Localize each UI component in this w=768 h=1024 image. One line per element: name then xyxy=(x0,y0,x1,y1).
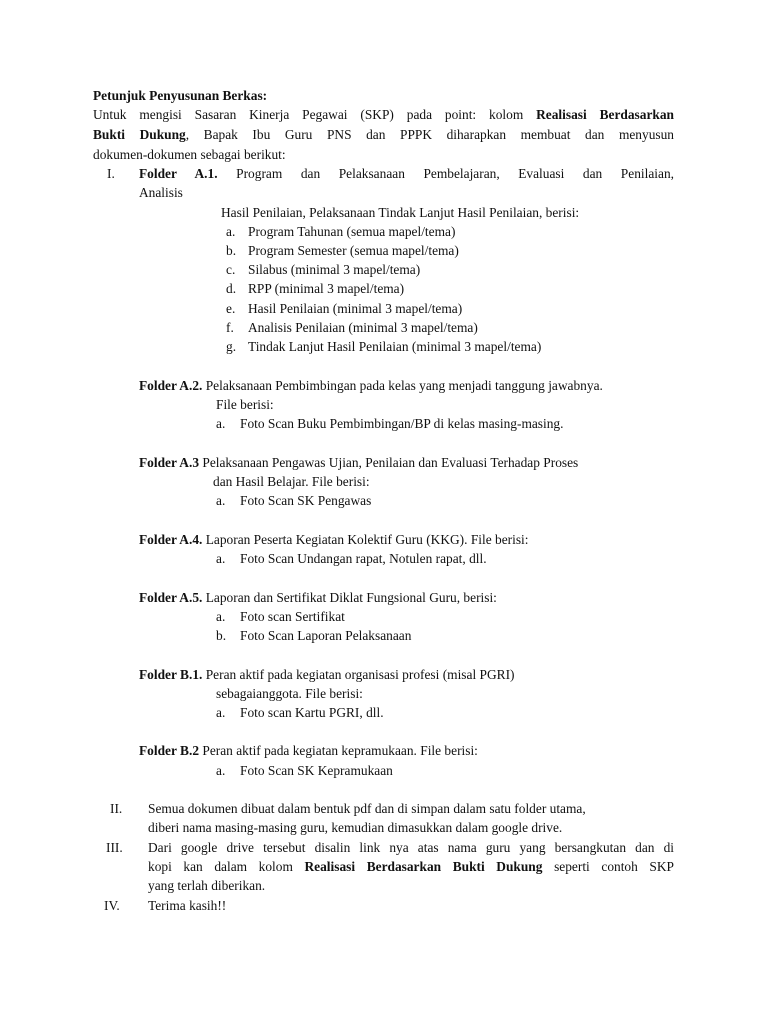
section-iii-text: yang terlah diberikan. xyxy=(148,878,266,893)
list-item: Program Tahunan (semua mapel/tema) xyxy=(248,224,456,239)
section-iii-text: Dari google drive tersebut disalin link nya atas nama guru yang bersangkutan dan di xyxy=(148,840,674,855)
list-marker: b. xyxy=(226,243,237,258)
folder-a3-title xyxy=(139,453,578,472)
list-item: Tindak Lanjut Hasil Penilaian (minimal 3 mapel/tema) xyxy=(248,339,542,354)
section-iii-text-part: kopi kan dalam kolom xyxy=(148,859,293,874)
list-marker: c. xyxy=(226,262,236,277)
list-marker: a. xyxy=(216,493,226,508)
folder-title-text: Pelaksanaan Pengawas Ujian, Penilaian dan Evaluasi Terhadap Proses xyxy=(202,455,579,470)
list-item: Silabus (minimal 3 mapel/tema) xyxy=(248,262,421,277)
folder-title-text: Peran aktif pada kegiatan kepramukaan. File berisi: xyxy=(202,743,478,758)
folder-title-text: Laporan dan Sertifikat Diklat Fungsional Guru, berisi: xyxy=(205,590,497,605)
folder-a1-title-cont: Analisis xyxy=(139,185,183,200)
intro-text: dokumen-dokumen sebagai berikut: xyxy=(93,147,286,162)
list-item: Foto scan Kartu PGRI, dll. xyxy=(240,705,384,720)
folder-label: Folder A.2. xyxy=(139,378,203,393)
list-item: Foto Scan Laporan Pelaksanaan xyxy=(240,628,412,643)
folder-label: Folder A.1. xyxy=(139,166,218,181)
intro-line-3 xyxy=(93,145,286,164)
list-marker: e. xyxy=(226,301,236,316)
folder-label: Folder B.2 xyxy=(139,743,200,758)
folder-a2-title xyxy=(139,376,603,395)
list-marker: a. xyxy=(216,763,226,778)
document-heading xyxy=(93,86,267,105)
folder-title-text: Laporan Peserta Kegiatan Kolektif Guru (KKG). File berisi: xyxy=(205,532,529,547)
folder-a1-title-cont: Hasil Penilaian, Pelaksanaan Tindak Lanjut Hasil Penilaian, berisi: xyxy=(221,205,580,220)
section-ii-text: diberi nama masing-masing guru, kemudian dimasukkan dalam google drive. xyxy=(148,820,563,835)
intro-bold-text: Realisasi Berdasarkan xyxy=(536,107,674,122)
folder-a3-title-cont: dan Hasil Belajar. File berisi: xyxy=(213,474,370,489)
list-item: Analisis Penilaian (minimal 3 mapel/tema) xyxy=(248,320,478,335)
folder-label: Folder A.5. xyxy=(139,590,203,605)
section-number: II. xyxy=(110,801,123,816)
section-number: III. xyxy=(106,840,123,855)
section-iii-text-part: seperti contoh SKP xyxy=(554,859,674,874)
intro-line-2 xyxy=(93,125,674,144)
list-marker: a. xyxy=(216,609,226,624)
list-marker: d. xyxy=(226,281,237,296)
list-marker: a. xyxy=(216,416,226,431)
list-marker: a. xyxy=(216,551,226,566)
folder-a5-title xyxy=(139,588,497,607)
intro-line-1 xyxy=(93,105,674,124)
list-item: Foto Scan Buku Pembimbingan/BP di kelas masing-masing. xyxy=(240,416,564,431)
list-marker: b. xyxy=(216,628,227,643)
section-number: IV. xyxy=(104,898,120,913)
section-iv-text: Terima kasih!! xyxy=(148,898,227,913)
folder-label: Folder B.1. xyxy=(139,667,203,682)
list-marker: a. xyxy=(226,224,236,239)
section-number: I. xyxy=(107,166,115,181)
folder-b2-title xyxy=(139,741,478,760)
folder-title-text: Program dan Pelaksanaan Pembelajaran, Evaluasi dan Penilaian, xyxy=(236,166,674,181)
intro-text: Untuk mengisi Sasaran Kinerja Pegawai (SKP) pada point: kolom xyxy=(93,107,524,122)
folder-title-text: Pelaksanaan Pembimbingan pada kelas yang menjadi tanggung jawabnya. xyxy=(205,378,603,393)
list-item: Foto scan Sertifikat xyxy=(240,609,345,624)
intro-text: , Bapak Ibu Guru PNS dan PPPK diharapkan membuat dan menyusun xyxy=(185,127,674,142)
folder-a2-title-cont: File berisi: xyxy=(216,397,274,412)
list-item: Foto Scan SK Pengawas xyxy=(240,493,372,508)
folder-label: Folder A.4. xyxy=(139,532,203,547)
section-iii-text xyxy=(148,857,674,876)
list-item: Foto Scan Undangan rapat, Notulen rapat, dll. xyxy=(240,551,487,566)
intro-bold-text: Bukti Dukung xyxy=(93,127,186,142)
list-item: Program Semester (semua mapel/tema) xyxy=(248,243,459,258)
list-marker: g. xyxy=(226,339,237,354)
list-item: RPP (minimal 3 mapel/tema) xyxy=(248,281,405,296)
folder-label: Folder A.3 xyxy=(139,455,200,470)
list-marker: a. xyxy=(216,705,226,720)
folder-b1-title xyxy=(139,665,515,684)
folder-b1-title-cont: sebagaianggota. File berisi: xyxy=(216,686,363,701)
list-item: Foto Scan SK Kepramukaan xyxy=(240,763,393,778)
heading-text: Petunjuk Penyusunan Berkas: xyxy=(93,88,268,103)
section-iii-bold-text: Realisasi Berdasarkan Bukti Dukung xyxy=(304,859,543,874)
folder-a4-title xyxy=(139,530,529,549)
list-marker: f. xyxy=(226,320,234,335)
folder-title-text: Peran aktif pada kegiatan organisasi profesi (misal PGRI) xyxy=(205,667,515,682)
list-item: Hasil Penilaian (minimal 3 mapel/tema) xyxy=(248,301,463,316)
section-ii-text: Semua dokumen dibuat dalam bentuk pdf dan di simpan dalam satu folder utama, xyxy=(148,801,586,816)
folder-a1-title xyxy=(139,164,674,183)
